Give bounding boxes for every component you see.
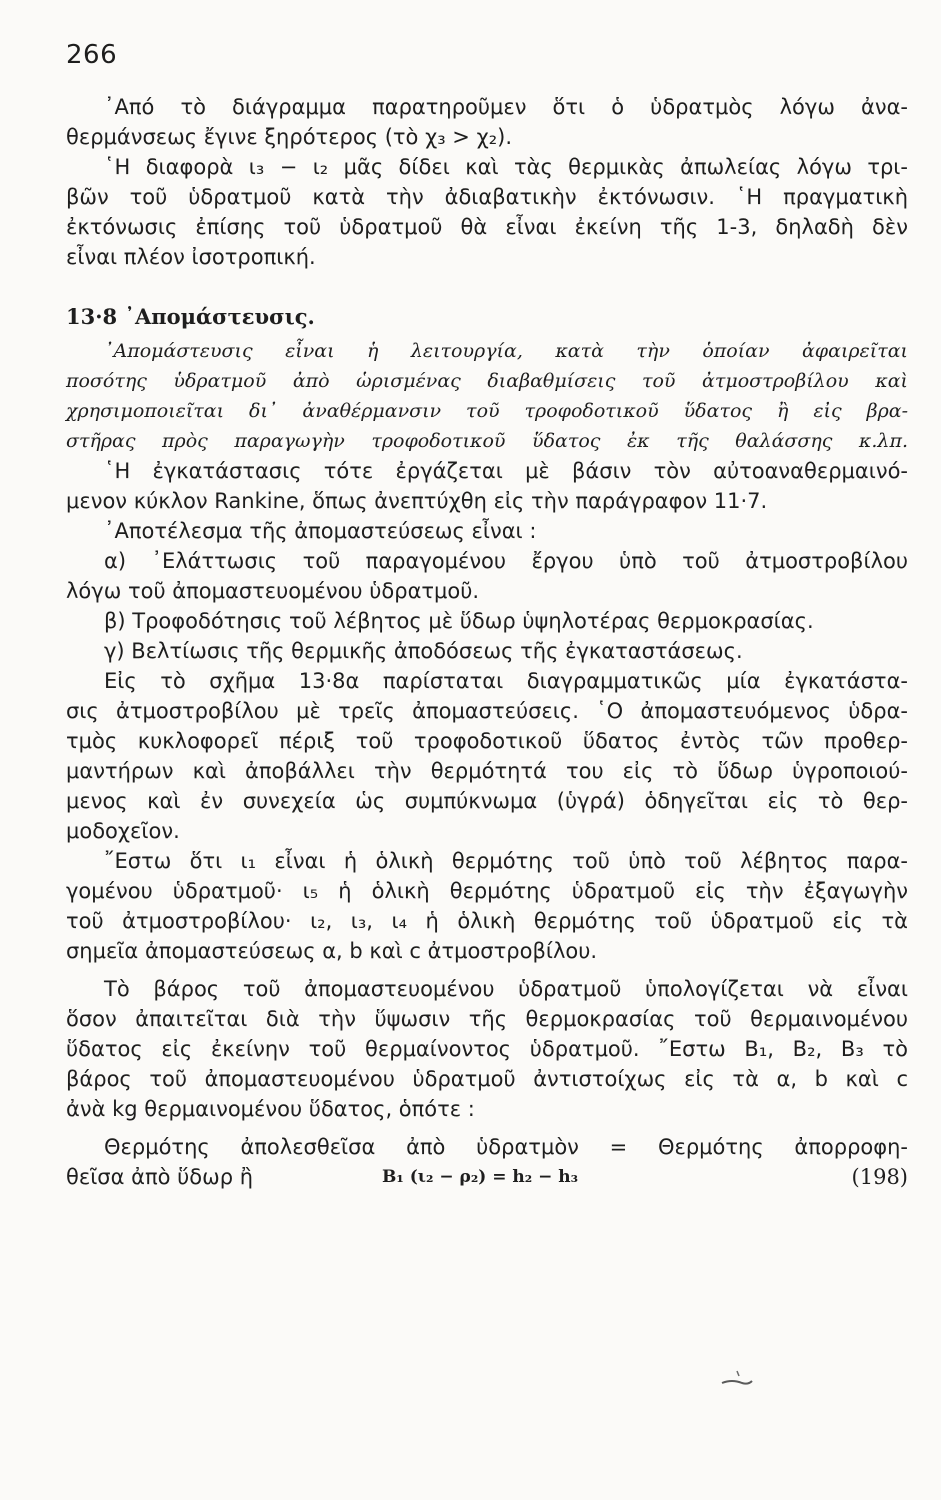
text-line: τοῦ ἀτμοστροβίλου· ι₂, ι₃, ι₄ ἡ ὁλικὴ θερμότης τοῦ ὑδρατμοῦ εἰς τὰ	[66, 909, 908, 933]
text-line: βῶν τοῦ ὑδρατμοῦ κατὰ τὴν ἀδιαβατικὴν ἐκτόνωσιν. ῾Η πραγματικὴ	[66, 185, 908, 209]
text-line: μοδοχεῖον.	[66, 819, 180, 843]
formula-expression: B₁ (ι₂ − ρ₂) = h₂ − h₃	[382, 1167, 579, 1187]
formula-intro-line: Θερμότης ἀπολεσθεῖσα ἀπὸ ὑδρατμὸν = Θερμότης ἀπορροφη-	[104, 1135, 908, 1159]
page-number: 266	[66, 40, 118, 70]
text-line: μενος καὶ ἐν συνεχεία ὡς συμπύκνωμα (ὑγρά) ὁδηγεῖται εἰς τὸ θερ-	[66, 789, 908, 813]
section-heading: 13·8 ᾿Απομάστευσις.	[66, 304, 315, 329]
text-line: ῎Εστω ὅτι ι₁ εἶναι ἡ ὁλικὴ θερμότης τοῦ ὑπὸ τοῦ λέβητος παρα-	[104, 849, 908, 873]
equation-number: (198)	[851, 1165, 908, 1189]
text-line: σις ἀτμοστροβίλου μὲ τρεῖς ἀπομαστεύσεις. ῾Ο ἀπομαστευόμενος ὑδρα-	[66, 699, 908, 723]
text-line: Εἰς τὸ σχῆμα 13·8α παρίσταται διαγραμματικῶς μία ἐγκατάστα-	[104, 669, 908, 693]
text-line: ᾿Από τὸ διάγραμμα παρατηροῦμεν ὅτι ὁ ὑδρατμὸς λόγω ἀνα-	[104, 95, 908, 119]
text-line: θερμάνσεως ἔγινε ξηρότερος (τὸ χ₃ > χ₂).	[66, 125, 512, 149]
text-line: ὕδατος εἰς ἐκείνην τοῦ θερμαίνοντος ὑδρατμοῦ. ῎Εστω B₁, B₂, B₃ τὸ	[66, 1037, 908, 1061]
list-item-b: β) Τροφοδότησις τοῦ λέβητος μὲ ὕδωρ ὑψηλοτέρας θερμοκρασίας.	[104, 609, 814, 633]
definition-line: χρησιμοποιεῖται δι᾿ ἀναθέρμανσιν τοῦ τροφοδοτικοῦ ὕδατος ἢ εἰς βρα-	[66, 400, 908, 422]
text-line: γομένου ὑδρατμοῦ· ι₅ ἡ ὁλικὴ θερμότης ὑδρατμοῦ εἰς τὴν ἐξαγωγὴν	[66, 879, 908, 903]
formula-lead-text: θεῖσα ἀπὸ ὕδωρ ἢ	[66, 1165, 254, 1189]
paragraph-gap	[66, 1124, 908, 1132]
page-body	[66, 92, 908, 1192]
definition-line: στῆρας πρὸς παραγωγὴν τροφοδοτικοῦ ὕδατος ἐκ τῆς θαλάσσης κ.λπ.	[66, 430, 908, 452]
list-item-a-continued: λόγω τοῦ ἀπομαστευομένου ὑδρατμοῦ.	[66, 579, 480, 603]
list-item-a: α) ᾿Ελάττωσις τοῦ παραγομένου ἔργου ὑπὸ τοῦ ἀτμοστροβίλου	[104, 549, 908, 573]
formula-row	[66, 1162, 908, 1192]
list-item-c: γ) Βελτίωσις τῆς θερμικῆς ἀποδόσεως τῆς ἐγκαταστάσεως.	[104, 639, 743, 663]
text-line: εἶναι πλέον ἰσοτροπική.	[66, 245, 316, 269]
text-line: ὅσον ἀπαιτεῖται διὰ τὴν ὕψωσιν τῆς θερμοκρασίας τοῦ θερμαινομένου	[66, 1007, 908, 1031]
text-line: τμὸς κυκλοφορεῖ πέριξ τοῦ τροφοδοτικοῦ ὕδατος ἐντὸς τῶν προθερ-	[66, 729, 908, 753]
text-line: μενον κύκλον Rankine, ὅπως ἀνεπτύχθη εἰς τὴν παράγραφον 11·7.	[66, 489, 768, 513]
text-line: σημεῖα ἀπομαστεύσεως α, b καὶ c ἀτμοστροβίλου.	[66, 939, 598, 963]
text-line: ἐκτόνωσις ἐπίσης τοῦ ὑδρατμοῦ θὰ εἶναι ἐκείνη τῆς 1-3, δηλαδὴ δὲν	[66, 215, 908, 239]
ink-smudge-icon	[718, 1368, 754, 1388]
text-line: Τὸ βάρος τοῦ ἀπομαστευομένου ὑδρατμοῦ ὑπολογίζεται νὰ εἶναι	[104, 977, 908, 1001]
text-line: ῾Η ἐγκατάστασις τότε ἐργάζεται μὲ βάσιν τὸν αὐτοαναθερμαινό-	[104, 459, 908, 483]
text-line: ἀνὰ kg θερμαινομένου ὕδατος, ὁπότε :	[66, 1097, 475, 1121]
definition-line: ποσότης ὑδρατμοῦ ἀπὸ ὡρισμένας διαβαθμίσεις τοῦ ἀτμοστροβίλου καὶ	[66, 370, 908, 392]
definition-line: ᾿Απομάστευσις εἶναι ἡ λειτουργία, κατὰ τὴν ὁποίαν ἀφαιρεῖται	[104, 340, 908, 362]
text-line: ᾿Αποτέλεσμα τῆς ἀπομαστεύσεως εἶναι :	[104, 519, 537, 543]
text-line: μαντήρων καὶ ἀποβάλλει τὴν θερμότητά του εἰς τὸ ὕδωρ ὑγροποιού-	[66, 759, 908, 783]
text-line: ῾Η διαφορὰ ι₃ − ι₂ μᾶς δίδει καὶ τὰς θερμικὰς ἀπωλείας λόγω τρι-	[104, 155, 908, 179]
paragraph-gap	[66, 966, 908, 974]
text-line: βάρος τοῦ ἀπομαστευομένου ὑδρατμοῦ ἀντιστοίχως εἰς τὰ α, b καὶ c	[66, 1067, 908, 1091]
